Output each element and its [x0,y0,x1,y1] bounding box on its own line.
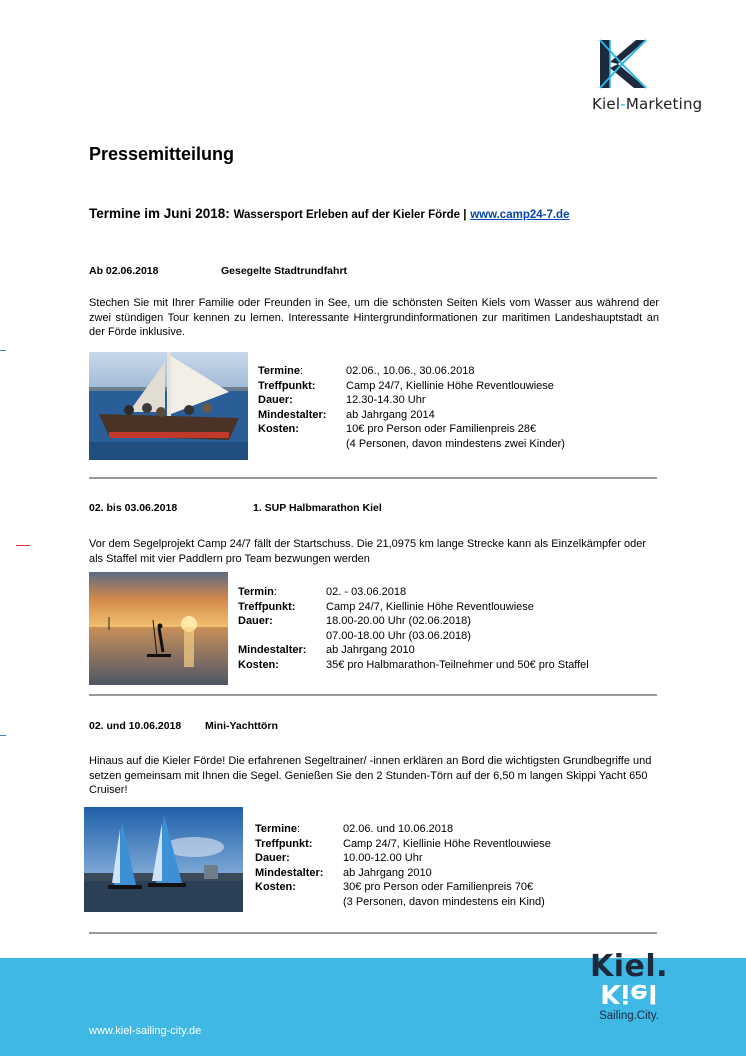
subtitle [89,206,569,221]
event-name: Gesegelte Stadtrundfahrt [221,265,348,277]
detail-label [258,437,346,452]
event-heading [89,265,347,277]
detail-label: Treffpunkt: [258,379,316,392]
section-divider [89,932,657,934]
detail-value: 02.06., 10.06., 30.06.2018 [346,365,475,377]
detail-label: Termine: [258,365,304,377]
detail-label: Mindestalter: [255,866,324,879]
detail-value: ab Jahrgang 2010 [343,866,432,879]
event-details [258,364,565,451]
margin-mark [0,350,6,351]
detail-value: 35€ pro Halbmarathon-Teilnehmer und 50€ pro Staffel [326,658,589,671]
detail-value: 12.30-14.30 Uhr [346,394,426,406]
event-date: Ab 02.06.2018 [89,265,159,277]
page-title: Pressemitteilung [89,144,235,164]
detail-value: 02. - 03.06.2018 [326,586,407,598]
kiel-tagline: Sailing.City. [599,1010,659,1022]
detail-value: 07.00-18.00 Uhr (03.06.2018) [326,629,471,642]
camp-website-link[interactable]: www.camp24-7.de [470,209,570,221]
footer-url: www.kiel-sailing-city.de [89,1025,202,1037]
detail-value: Camp 24/7, Kiellinie Höhe Reventlouwiese [343,837,551,850]
event-date: 02. und 10.06.2018 [89,720,182,732]
k-logo-icon [596,38,648,90]
event-description: Vor dem Segelprojekt Camp 24/7 fällt der Startschuss. Die 21,0975 km lange Strecke kann als Einzelkämpfer oder als Staffel mit vier Paddlern pro Team bezwungen werden [89,538,647,565]
detail-value: ab Jahrgang 2010 [326,644,415,656]
event-name: Mini-Yachttörn [205,720,278,732]
section-divider [89,477,657,479]
event-details [238,585,589,672]
detail-label: Mindestalter: [238,644,307,656]
detail-label: Dauer: [255,852,290,864]
margin-mark [0,735,6,736]
detail-value: 10€ pro Person oder Familienpreis 28€ [346,423,537,435]
sup-sunset-photo [89,572,228,685]
subtitle-rest: Wassersport Erleben auf der Kieler Förde | [233,209,467,221]
detail-value: (3 Personen, davon mindestens ein Kind) [343,895,545,908]
detail-value: 10.00-12.00 Uhr [343,852,423,864]
detail-label: Mindestalter: [258,408,327,421]
detail-label: Treffpunkt: [238,600,296,613]
detail-value: 18.00-20.00 Uhr (02.06.2018) [326,615,471,627]
event-heading [89,720,278,732]
detail-label: Kosten: [258,423,299,435]
event-heading [89,502,382,514]
sailing-yachts-photo [84,807,243,912]
detail-value: 30€ pro Person oder Familienpreis 70€ [343,881,534,893]
event-details [255,822,551,909]
event-description: Stechen Sie mit Ihrer Familie oder Freunden in See, um die schönsten Seiten Kiels vom Wasser aus während der zwei stündigen Tour kennen zu lernen. Interessante Hintergrundinformationen zur maritimen Landeshauptstadt an der Förde inklusive. [89,297,659,338]
detail-label: Dauer: [258,394,293,406]
detail-value: (4 Personen, davon mindestens zwei Kinder) [346,437,565,450]
detail-label: Termine: [255,823,301,835]
detail-value: Camp 24/7, Kiellinie Höhe Reventlouwiese [326,600,534,613]
margin-mark [16,545,30,546]
detail-label [255,895,343,910]
detail-value: 02.06. und 10.06.2018 [343,823,454,835]
detail-label: Treffpunkt: [255,837,313,850]
detail-label: Dauer: [238,615,273,627]
kiel-mirror-wordmark: Kiel [600,978,658,1008]
detail-label: Termin: [238,586,277,598]
detail-label: Kosten: [238,658,279,671]
kiel-sailing-city-logo [590,949,669,1022]
subtitle-main: Termine im Juni 2018: [89,206,230,221]
section-divider [89,694,657,696]
detail-value: Camp 24/7, Kiellinie Höhe Reventlouwiese [346,379,554,392]
logo-wordmark: Kiel-Marketing [592,95,703,113]
detail-value: ab Jahrgang 2014 [346,408,435,421]
event-date: 02. bis 03.06.2018 [89,502,178,514]
kiel-wordmark: Kiel. [590,949,669,984]
kiel-marketing-logo [592,38,703,113]
event-name: 1. SUP Halbmarathon Kiel [253,502,382,514]
detail-label: Kosten: [255,881,296,893]
sailboat-photo [89,352,248,460]
detail-label [238,629,326,644]
event-description: Hinaus auf die Kieler Förde! Die erfahrenen Segeltrainer/ -innen erklären an Bord die wichtigsten Grundbegriffe und setzen gemeinsam mit Ihnen die Segel. Genießen Sie den 2 Stunden-Törn auf der 6,50 m langen Skippi Yacht 650 Cruiser! [89,755,652,796]
